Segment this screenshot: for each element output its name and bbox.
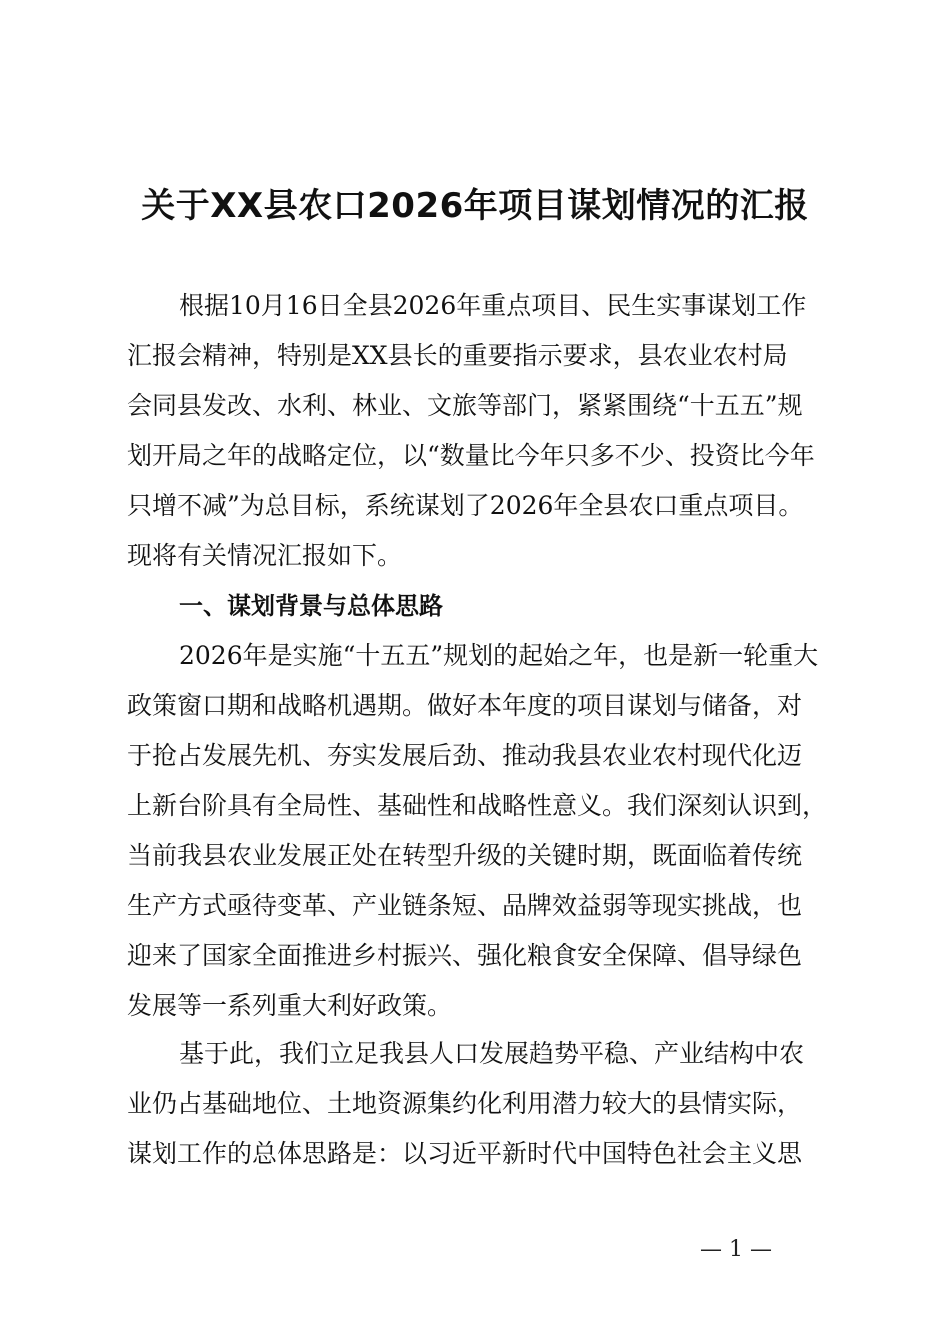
text-line: 政策窗口期和战略机遇期。做好本年度的项目谋划与储备，对 [127,691,803,720]
text-line: 上新台阶具有全局性、基础性和战略性意义。我们深刻认识到， [127,791,828,820]
paragraph-intro [127,281,847,581]
text-line: 会同县发改、水利、林业、文旅等部门，紧紧围绕“十五五”规 [127,391,803,420]
text-line: 于抢占发展先机、夯实发展后劲、推动我县农业农村现代化迈 [127,741,803,770]
paragraph-background [127,631,847,1031]
text-line: 根据10月16日全县2026年重点项目、民生实事谋划工作 [179,291,807,320]
text-line: 2026年是实施“十五五”规划的起始之年，也是新一轮重大 [179,641,819,670]
text-line: 基于此，我们立足我县人口发展趋势平稳、产业结构中农 [179,1039,805,1068]
text-line: 当前我县农业发展正处在转型升级的关键时期，既面临着传统 [127,841,803,870]
paragraph-approach [127,1029,847,1179]
page-number: — 1 — [700,1237,772,1262]
text-line: 迎来了国家全面推进乡村振兴、强化粮食安全保障、倡导绿色 [127,941,803,970]
text-line: 发展等一系列重大利好政策。 [127,991,453,1020]
text-line: 只增不减”为总目标，系统谋划了2026年全县农口重点项目。 [127,491,804,520]
text-line: 业仍占基础地位、土地资源集约化利用潜力较大的县情实际， [127,1089,803,1118]
text-line: 汇报会精神，特别是XX县长的重要指示要求，县农业农村局 [127,341,788,370]
section-heading-text: 一、谋划背景与总体思路 [179,592,443,620]
text-line: 生产方式亟待变革、产业链条短、品牌效益弱等现实挑战，也 [127,891,803,920]
document-title: 关于XX县农口2026年项目谋划情况的汇报 [141,186,809,226]
section-heading [127,581,847,631]
text-line: 划开局之年的战略定位，以“数量比今年只多不少、投资比今年 [127,441,815,470]
text-line: 现将有关情况汇报如下。 [127,541,403,570]
text-line: 谋划工作的总体思路是：以习近平新时代中国特色社会主义思 [127,1139,803,1168]
